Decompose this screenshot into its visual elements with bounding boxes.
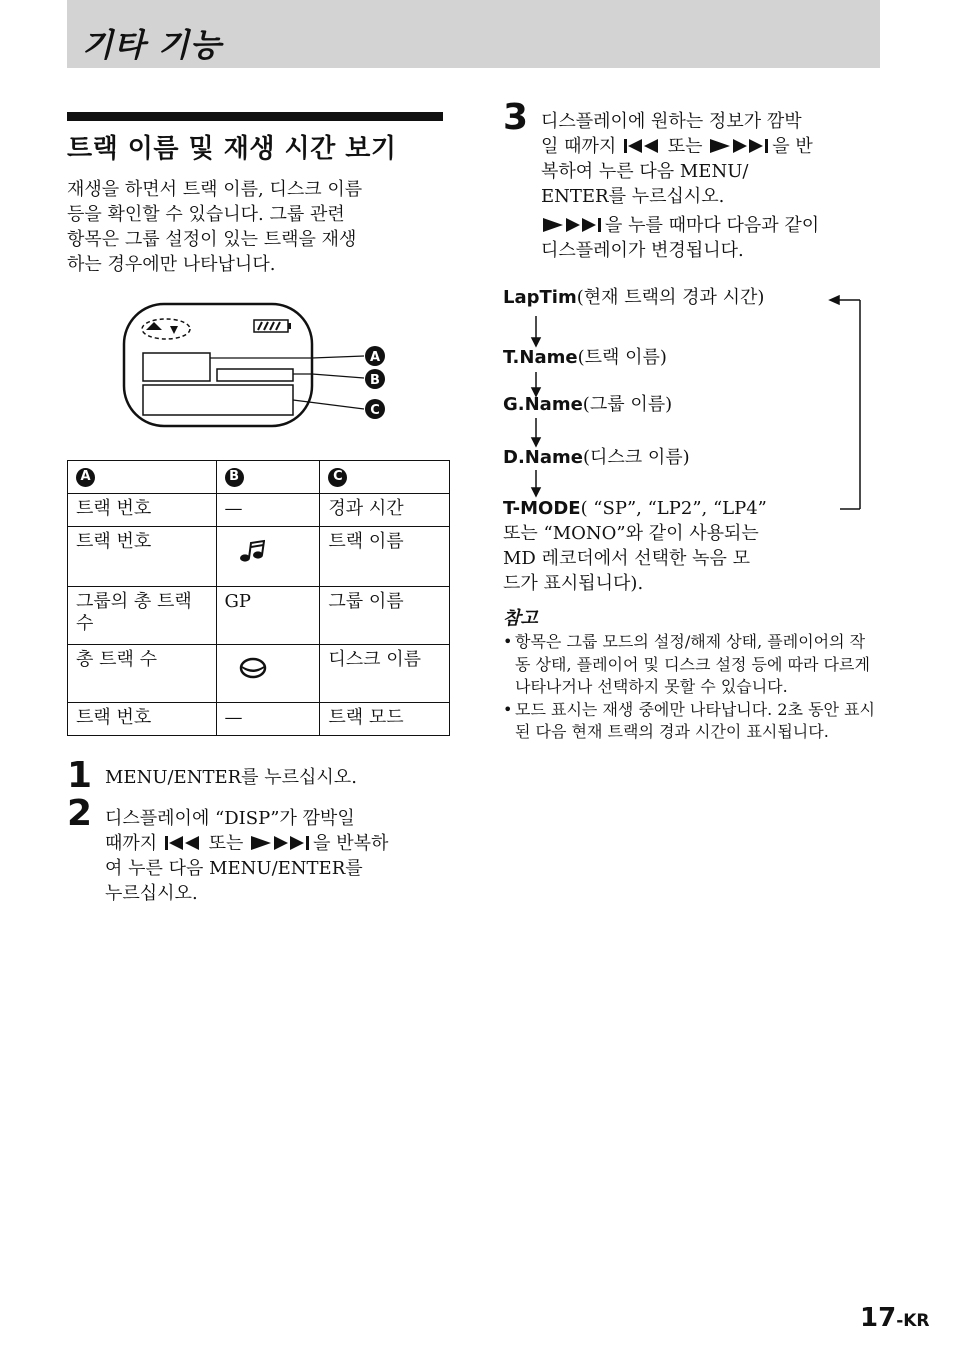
callout-c	[365, 399, 385, 419]
step-2-number: 2	[67, 793, 93, 834]
note-item: • 항목은 그룹 모드의 설정/해제 상태, 플레이어의 작동 상태, 플레이어 및 디스크 설정 등에 따라 다르게 나타나거나 선택하지 못할 수 있습니다.	[503, 631, 878, 699]
display-area-b	[217, 369, 293, 381]
page-number: 17-KR	[860, 1303, 930, 1333]
cell-b	[216, 645, 320, 703]
note-item: • 모드 표시는 재생 중에만 나타납니다. 2초 동안 표시된 다음 현재 트랙의 경과 시간이 표시됩니다.	[503, 699, 878, 744]
cell-c: 경과 시간	[320, 494, 450, 527]
battery-icon	[254, 320, 291, 332]
display-items-table	[67, 460, 450, 736]
cell-b: GP	[216, 587, 320, 645]
flow-item-tmode: T-MODE( “SP”, “LP2”, “LP4” 또는 “MONO”와 같이 사용되는 MD 레코더에서 선택한 녹음 모 드가 표시됩니다).	[503, 498, 767, 594]
flow-item-dname: D.Name(디스크 이름)	[503, 447, 690, 468]
callout-a	[365, 346, 385, 366]
display-area-c	[143, 385, 293, 415]
step-2-text: 디스플레이에 “DISP”가 깜박일 때까지 또는 을 반복하 여 누른 다음 MENU/ENTER를 누르십시오.	[105, 808, 389, 904]
previous-track-icon	[622, 138, 662, 154]
cell-b: —	[216, 703, 320, 736]
display-area-a	[143, 353, 210, 381]
svg-text:C: C	[370, 403, 380, 418]
svg-text:A: A	[369, 350, 381, 365]
svg-text:B: B	[370, 373, 380, 388]
group-arrows-icon	[142, 319, 190, 339]
cell-c: 디스크 이름	[320, 645, 450, 703]
cell-b: —	[216, 494, 320, 527]
step-1-number: 1	[67, 755, 93, 796]
step-3-number: 3	[503, 97, 529, 138]
callout-b	[365, 369, 385, 389]
step-3-text: 디스플레이에 원하는 정보가 깜박 일 때까지 또는 을 반 복하여 누른 다음 MENU/ ENTER를 누르십시오. 을 누를 때마다 다음과 같이 디스플레이가 변경됩니다.	[541, 111, 820, 261]
note-title: 참고	[503, 608, 538, 629]
cell-b	[216, 527, 320, 587]
table-row	[68, 587, 450, 645]
header-badge-c: C	[328, 468, 347, 487]
next-track-icon	[541, 217, 605, 233]
step-1-text: MENU/ENTER를 누르십시오.	[105, 767, 357, 788]
cell-c: 그룹 이름	[320, 587, 450, 645]
display-outline	[124, 304, 312, 426]
table-row	[68, 703, 450, 736]
table-header-row	[68, 461, 450, 494]
music-note-icon	[239, 539, 265, 563]
cell-a: 트랙 번호	[68, 527, 217, 587]
table-row	[68, 527, 450, 587]
display-diagram	[120, 300, 390, 430]
disc-icon	[239, 657, 267, 679]
table-row	[68, 494, 450, 527]
cell-a: 총 트랙 수	[68, 645, 217, 703]
flow-item-laptim: LapTim(현재 트랙의 경과 시간)	[503, 287, 765, 308]
header-badge-a: A	[76, 468, 95, 487]
note-list	[503, 631, 878, 744]
intro-paragraph: 재생을 하면서 트랙 이름, 디스크 이름 등을 확인할 수 있습니다. 그룹 관련 항목은 그룹 설정이 있는 트랙을 재생 하는 경우에만 나타납니다.	[67, 179, 363, 275]
next-track-icon	[249, 835, 313, 851]
header-badge-b: B	[225, 468, 244, 487]
flow-item-tname: T.Name(트랙 이름)	[503, 347, 667, 368]
flow-item-gname: G.Name(그룹 이름)	[503, 394, 673, 415]
cell-c: 트랙 이름	[320, 527, 450, 587]
previous-track-icon	[163, 835, 203, 851]
next-track-icon	[708, 138, 772, 154]
table-row	[68, 645, 450, 703]
section-title: 트랙 이름 및 재생 시간 보기	[67, 134, 397, 164]
page-header-title: 기타 기능	[82, 26, 222, 64]
section-divider	[67, 112, 443, 121]
cell-a: 트랙 번호	[68, 494, 217, 527]
cell-a: 그룹의 총 트랙 수	[68, 587, 217, 645]
cell-c: 트랙 모드	[320, 703, 450, 736]
cell-a: 트랙 번호	[68, 703, 217, 736]
